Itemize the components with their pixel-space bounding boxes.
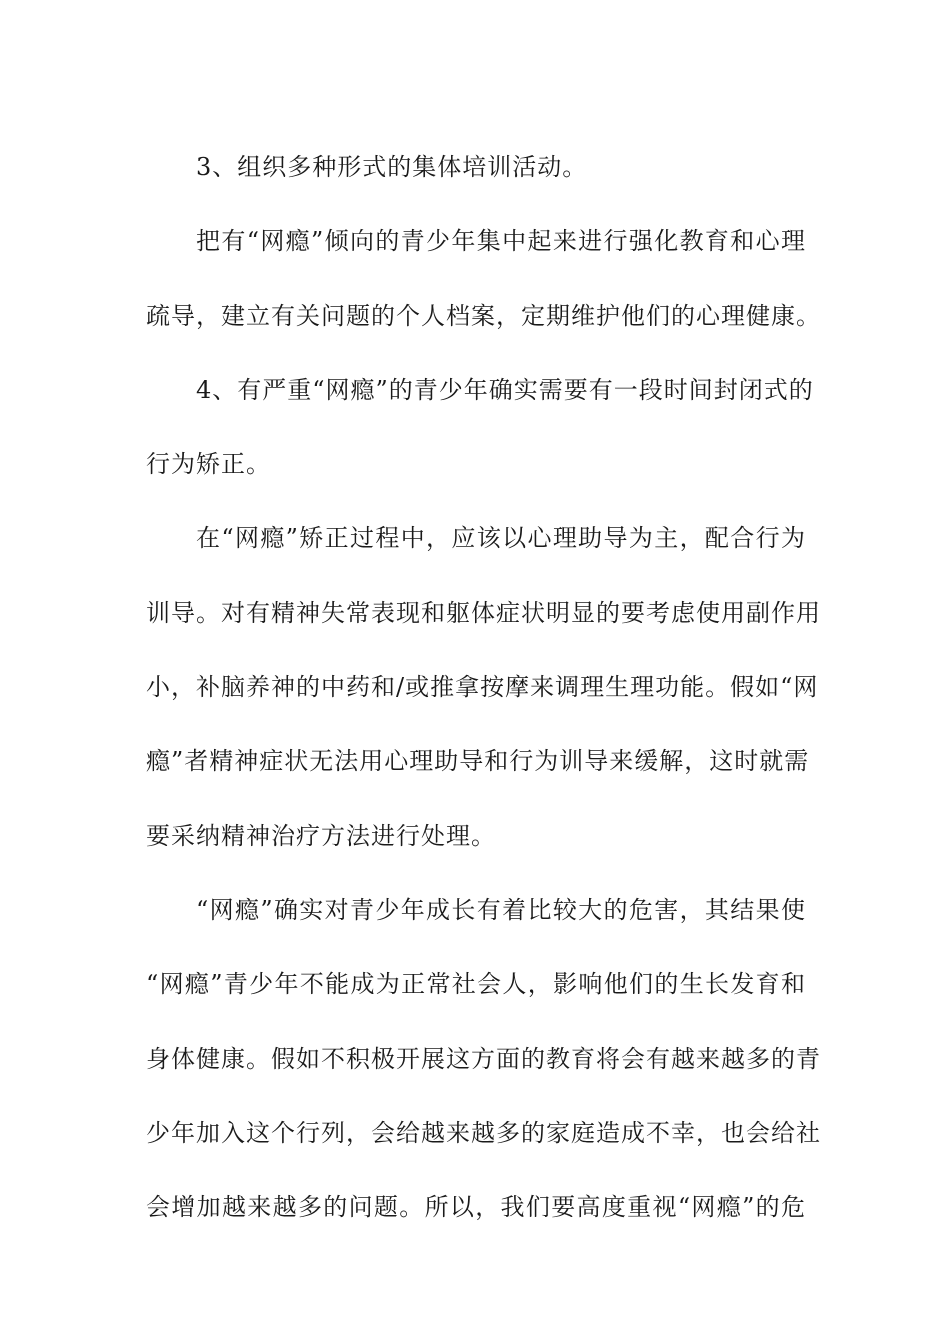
paragraph-3 [146, 353, 814, 502]
paragraph-5 [146, 873, 821, 1244]
text-line: 行为矫正。 [146, 450, 271, 479]
paragraph-4 [146, 501, 821, 872]
text-line: 把有“网瘾”倾向的青少年集中起来进行强化教育和心理 [196, 227, 806, 256]
text-line: 会增加越来越多的问题。所以，我们要高度重视“网瘾”的危 [146, 1193, 806, 1222]
text-line: 训导。对有精神失常表现和躯体症状明显的要考虑使用副作用 [146, 598, 821, 627]
document-page [146, 130, 821, 1244]
text-line: 小，补脑养神的中药和/或推拿按摩来调理生理功能。假如“网 [146, 673, 819, 702]
text-line: 疏导，建立有关问题的个人档案，定期维护他们的心理健康。 [146, 301, 821, 330]
paragraph-2 [146, 204, 821, 353]
text-line: “网瘾”确实对青少年成长有着比较大的危害，其结果使 [196, 895, 806, 924]
text-line: “网瘾”青少年不能成为正常社会人，影响他们的生长发育和 [146, 970, 806, 999]
text-line: 瘾”者精神症状无法用心理助导和行为训导来缓解，这时就需 [146, 747, 810, 776]
text-line: 要采纳精神治疗方法进行处理。 [146, 821, 496, 850]
text-line: 4、有严重“网瘾”的青少年确实需要有一段时间封闭式的 [196, 375, 814, 404]
text-line: 3、组织多种形式的集体培训活动。 [196, 153, 588, 181]
text-line: 少年加入这个行列，会给越来越多的家庭造成不幸，也会给社 [146, 1118, 821, 1147]
text-line: 身体健康。假如不积极开展这方面的教育将会有越来越多的青 [146, 1044, 821, 1073]
paragraph-1 [146, 130, 806, 204]
text-line: 在“网瘾”矫正过程中，应该以心理助导为主，配合行为 [196, 524, 806, 553]
